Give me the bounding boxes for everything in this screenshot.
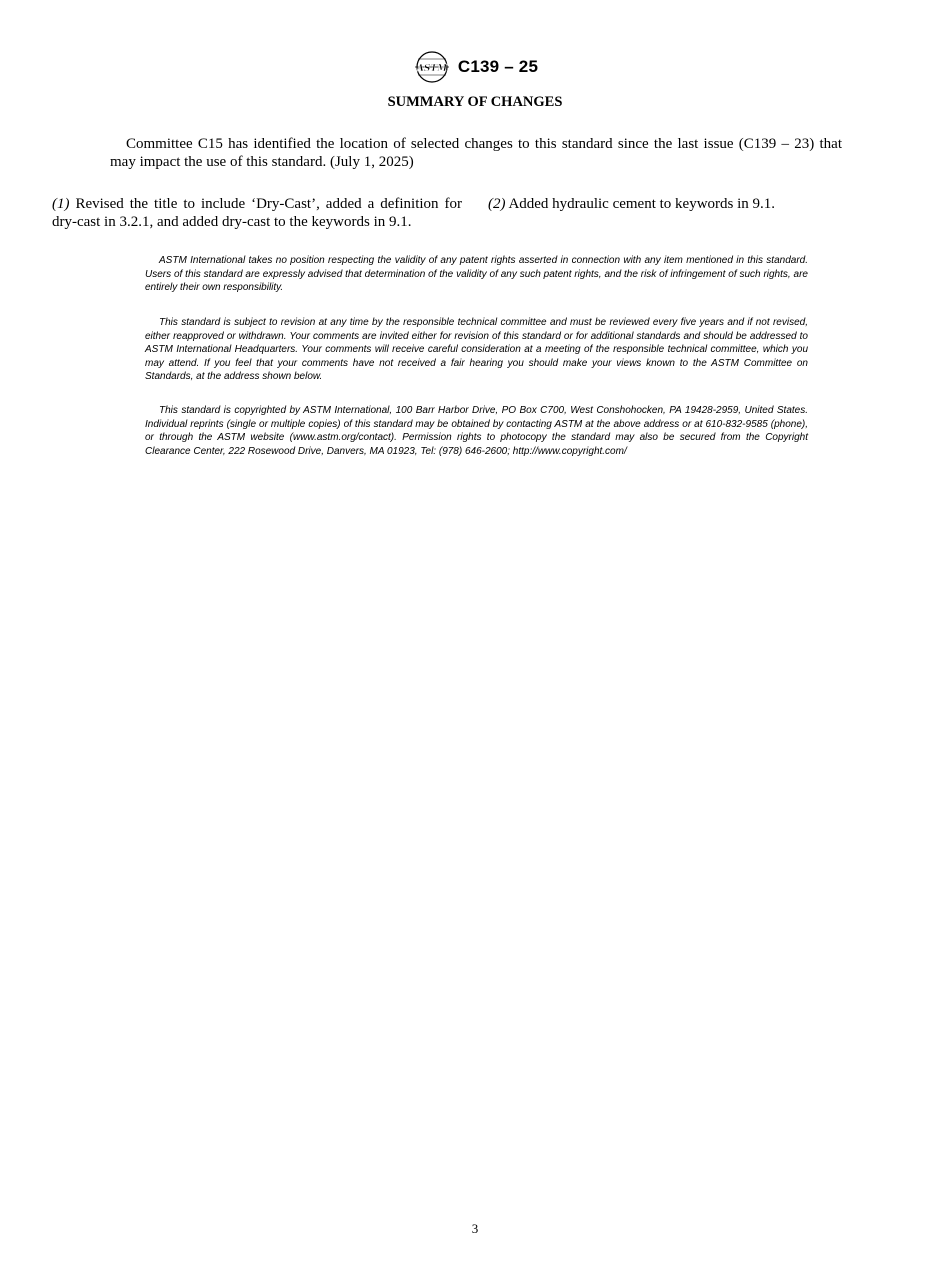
change-item <box>488 195 818 213</box>
change-item <box>52 195 462 231</box>
copyright-notice-text: This standard is copyrighted by ASTM International, 100 Barr Harbor Drive, PO Box C700, West Conshohocken, PA 19428-2959, United States. Individual reprints (single or multiple copies) of this standard may be obtained by contacting ASTM at the above address or at 610-832-9585 (phone), or through the ASTM website (www.astm.org/contact). Permission rights to photocopy the standard may also be secured from the Copyright Clearance Center, 222 Rosewood Drive, Danvers, MA 01923, Tel: (978) 646-2600; http://www.copyright.com/ <box>145 405 808 457</box>
revision-notice-text: This standard is subject to revision at any time by the responsible technical committee and must be reviewed every five years and if not revised, either reapproved or withdrawn. Your comments are invited either for revision of this standard or for additional standards and should be addressed to ASTM International Headquarters. Your comments will receive careful consideration at a meeting of the responsible technical committee, which you may attend. If you feel that your comments have not received a fair hearing you should make your views known to the ASTM Committee on Standards, at the address shown below. <box>145 317 808 382</box>
patent-notice <box>145 254 808 295</box>
standard-designation: C139 – 25 <box>457 57 539 76</box>
summary-title: SUMMARY OF CHANGES <box>387 94 563 110</box>
change-number: (1) <box>52 196 70 212</box>
astm-logo-icon <box>412 50 452 84</box>
summary-intro: Committee C15 has identified the location of selected changes to this standard since the last issue (C139 – 23) that may impact the use of this standard. (July 1, 2025) <box>110 136 842 170</box>
change-text: Added hydraulic cement to keywords in 9.1. <box>508 196 776 212</box>
change-number: (2) <box>488 196 506 212</box>
revision-notice <box>145 316 808 384</box>
change-text: Revised the title to include ‘Dry-Cast’, added a definition for dry-cast in 3.2.1, and added dry-cast to the keywords in 9.1. <box>52 196 462 230</box>
logo-text: ASTM <box>416 64 447 74</box>
copyright-notice <box>145 404 808 458</box>
page-number: 3 <box>471 1221 479 1236</box>
document-header <box>0 50 950 84</box>
patent-notice-text: ASTM International takes no position respecting the validity of any patent rights asserted in connection with any item mentioned in this standard. Users of this standard are expressly advised that determination of the validity of any such patent rights, and the risk of infringement of such rights, are entirely their own responsibility. <box>145 255 808 293</box>
